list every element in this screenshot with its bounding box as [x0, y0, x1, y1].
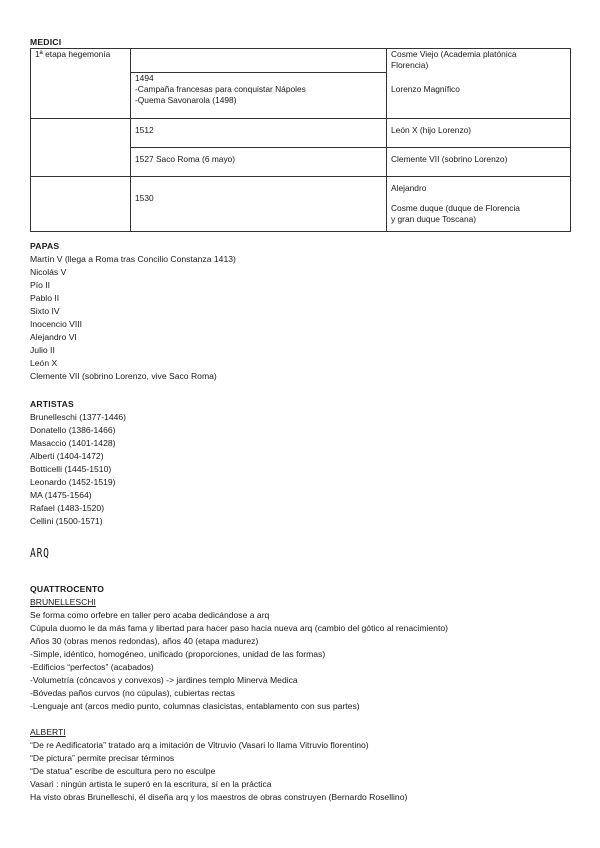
text-line: Vasari : ningún artista le superó en la escritura, sí en la práctica	[30, 779, 272, 789]
text-line: Años 30 (obras menos redondas), años 40 (etapa madurez)	[30, 636, 259, 646]
alberti-heading: ALBERTI	[30, 727, 66, 737]
medici-stage: 1ª etapa hegemonía	[35, 49, 111, 59]
table-row	[31, 119, 571, 148]
brunelleschi-heading: BRUNELLESCHI	[30, 597, 96, 607]
table-row	[31, 177, 571, 232]
list-item: Botticelli (1445-1510)	[30, 464, 112, 474]
table-cell	[31, 119, 131, 177]
medici-table	[30, 48, 571, 232]
list-item: Julio II	[30, 345, 55, 355]
table-cell: 1530	[131, 177, 387, 232]
list-item: León X	[30, 358, 58, 368]
list-item: Clemente VII (sobrino Lorenzo, vive Saco Roma)	[30, 371, 217, 381]
table-cell: 1512	[131, 119, 387, 148]
text-line: Ha visto obras Brunelleschi, él diseña arq y los maestros de obras construyen (Bernardo Rosellino)	[30, 792, 408, 802]
list-item: MA (1475-1564)	[30, 490, 92, 500]
papas-heading: PAPAS	[30, 241, 60, 251]
medici-heading: MEDICI	[30, 37, 62, 47]
text-line: -Simple, idéntico, homogéneo, unificado (proporciones, unidad de las formas)	[30, 649, 326, 659]
list-item: Martín V (llega a Roma tras Concilio Constanza 1413)	[30, 254, 236, 264]
text-line: Cúpula duomo le da más fama y libertad para hacer paso hacia nueva arq (cambio del gótico al renacimiento)	[30, 623, 448, 633]
text-line: Se forma como orfebre en taller pero acaba dedicándose a arq	[30, 610, 270, 620]
list-item: Nicolás V	[30, 267, 67, 277]
list-item: Cellini (1500-1571)	[30, 516, 103, 526]
table-cell	[131, 49, 387, 73]
list-item: Masaccio (1401-1428)	[30, 438, 116, 448]
list-item: Alberti (1404-1472)	[30, 451, 104, 461]
text-line: -Edificios “perfectos” (acabados)	[30, 662, 154, 672]
table-cell: 1527 Saco Roma (6 mayo)	[131, 148, 387, 177]
list-item: Brunelleschi (1377-1446)	[30, 412, 127, 422]
text-line: -Volumetría (cóncavos y convexos) -> jardines templo Minerva Medica	[30, 675, 298, 685]
quattrocento-heading: QUATTROCENTO	[30, 584, 105, 594]
list-item: Pablo II	[30, 293, 60, 303]
text-line: -Bóvedas paños curvos (no cúpulas), cubiertas rectas	[30, 688, 235, 698]
table-cell	[31, 49, 131, 119]
table-row	[31, 49, 571, 73]
table-cell: León X (hijo Lorenzo)	[387, 119, 571, 148]
text-line: “De statua” escribe de escultura pero no esculpe	[30, 766, 216, 776]
artistas-heading: ARTISTAS	[30, 399, 74, 409]
list-item: Rafael (1483-1520)	[30, 503, 105, 513]
list-item: Sixto IV	[30, 306, 60, 316]
table-cell: Alejandro Cosme duque (duque de Florencia y gran duque Toscana)	[387, 177, 571, 232]
list-item: Alejandro VI	[30, 332, 77, 342]
arq-heading: ARQ	[30, 546, 50, 560]
table-cell: Clemente VII (sobrino Lorenzo)	[387, 148, 571, 177]
table-cell: 1494 -Campaña francesas para conquistar Nápoles -Quema Savonarola (1498)	[131, 73, 387, 119]
table-cell: Cosme Viejo (Academia platónica Florencia) Lorenzo Magnífico	[387, 49, 571, 119]
list-item: Pío II	[30, 280, 51, 290]
list-item: Donatello (1386-1466)	[30, 425, 116, 435]
text-line: “De re Aedificatoria” tratado arq a imitación de Vitruvio (Vasari lo llama Vitruvio florentino)	[30, 740, 369, 750]
table-cell	[31, 177, 131, 232]
text-line: -Lenguaje ant (arcos medio punto, columnas clasicistas, entablamento con sus partes)	[30, 701, 360, 711]
text-line: “De pictura” permite precisar términos	[30, 753, 175, 763]
list-item: Leonardo (1452-1519)	[30, 477, 116, 487]
list-item: Inocencio VIII	[30, 319, 83, 329]
